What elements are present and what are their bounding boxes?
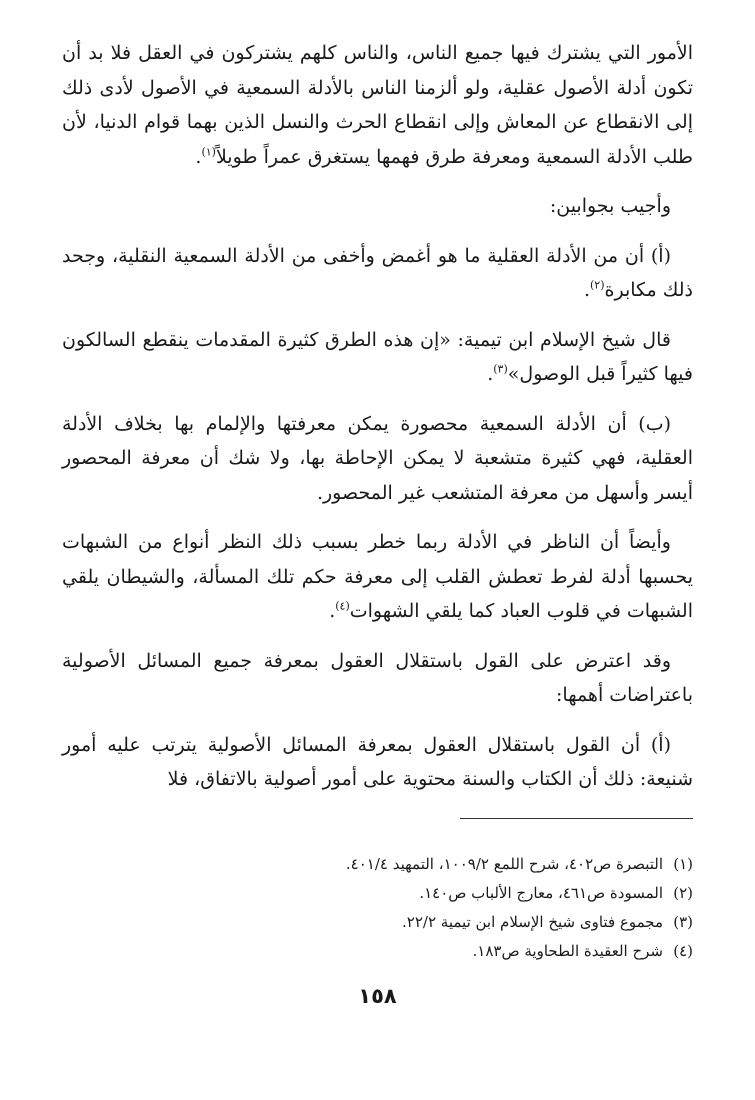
paragraph-3: (أ) أن من الأدلة العقلية ما هو أغمض وأخفى من الأدلة السمعية النقلية، وجحد ذلك مكابرة$^{(٢)}$.: [62, 244, 693, 301]
footnote-text: شرح العقيدة الطحاوية ص١٨٣.: [472, 942, 663, 960]
footnote-ref-2: (٢): [589, 278, 605, 292]
paragraph-6: وأيضاً أن الناظر في الأدلة ربما خطر بسبب ذلك النظر أنواع من الشبهات يحسبها أدلة لفرط تعطش القلب إلى معرفة حكم تلك المسألة، والشيطان يلقي الشبهات في قلوب العباد كما يلقي الشهوات$^{(٤)}$.: [62, 531, 693, 622]
footnote-3: [62, 908, 693, 937]
footnote-2: [62, 879, 693, 908]
footnotes: [62, 850, 693, 966]
footnote-number: (٣): [673, 913, 693, 931]
page-number: ١٥٨: [358, 984, 397, 1008]
paragraph-7: وقد اعترض على القول باستقلال العقول بمعرفة جميع المسائل الأصولية باعتراضات أهمها:: [62, 649, 693, 706]
paragraph-5: (ب) أن الأدلة السمعية محصورة يمكن معرفتها والإلمام بها بخلاف الأدلة العقلية، فهي كثيرة متشعبة لا يمكن الإحاطة بها، ولا شك أن معرفة المحصور أيسر وأسهل من معرفة المتشعب غير المحصور.: [62, 412, 693, 504]
paragraph-2: وأجيب بجوابين:: [549, 195, 671, 217]
paragraph-4: قال شيخ الإسلام ابن تيمية: «إن هذه الطرق كثيرة المقدمات ينقطع السالكون فيها كثيراً قبل الوصول»$^{(٣)}$.: [62, 328, 693, 385]
footnote-ref-4: (٤): [335, 599, 350, 613]
footnote-number: (٤): [673, 942, 693, 960]
footnote-number: (٢): [673, 884, 693, 902]
footnote-ref-1: (١): [201, 145, 216, 159]
footnote-text: المسودة ص٤٦١، معارج الألباب ص١٤٠.: [419, 884, 663, 902]
paragraph-8: (أ) أن القول باستقلال العقول بمعرفة المسائل الأصولية يترتب عليه أمور شنيعة: ذلك أن الكتاب والسنة محتوية على أمور أصولية بالاتفاق، فلا: [62, 733, 693, 790]
footnote-text: مجموع فتاوى شيخ الإسلام ابن تيمية ٢٢/٢.: [402, 913, 663, 931]
footnote-text: التبصرة ص٤٠٢، شرح اللمع ١٠٠٩/٢، التمهيد ٤٠١/٤.: [345, 855, 663, 873]
footnote-4: [62, 937, 693, 966]
footnote-1: [62, 850, 693, 879]
paragraph-1: الأمور التي يشترك فيها جميع الناس، والناس كلهم يشتركون في العقل فلا بد أن تكون أدلة الأصول عقلية، ولو ألزمنا الناس بالأدلة السمعية في الأصول لأدى ذلك إلى الانقطاع عن المعاش وإلى انقطاع الحرث والنسل الذين بهما قوام الدنيا، لأن طلب الأدلة السمعية ومعرفة طرق فهمها يستغرق عمراً طويلاً$^{(١)}$.: [62, 42, 693, 168]
footnote-divider: [460, 818, 693, 819]
footnote-ref-3: (٣): [493, 362, 508, 376]
footnote-number: (١): [673, 855, 693, 873]
main-text: [62, 36, 693, 812]
